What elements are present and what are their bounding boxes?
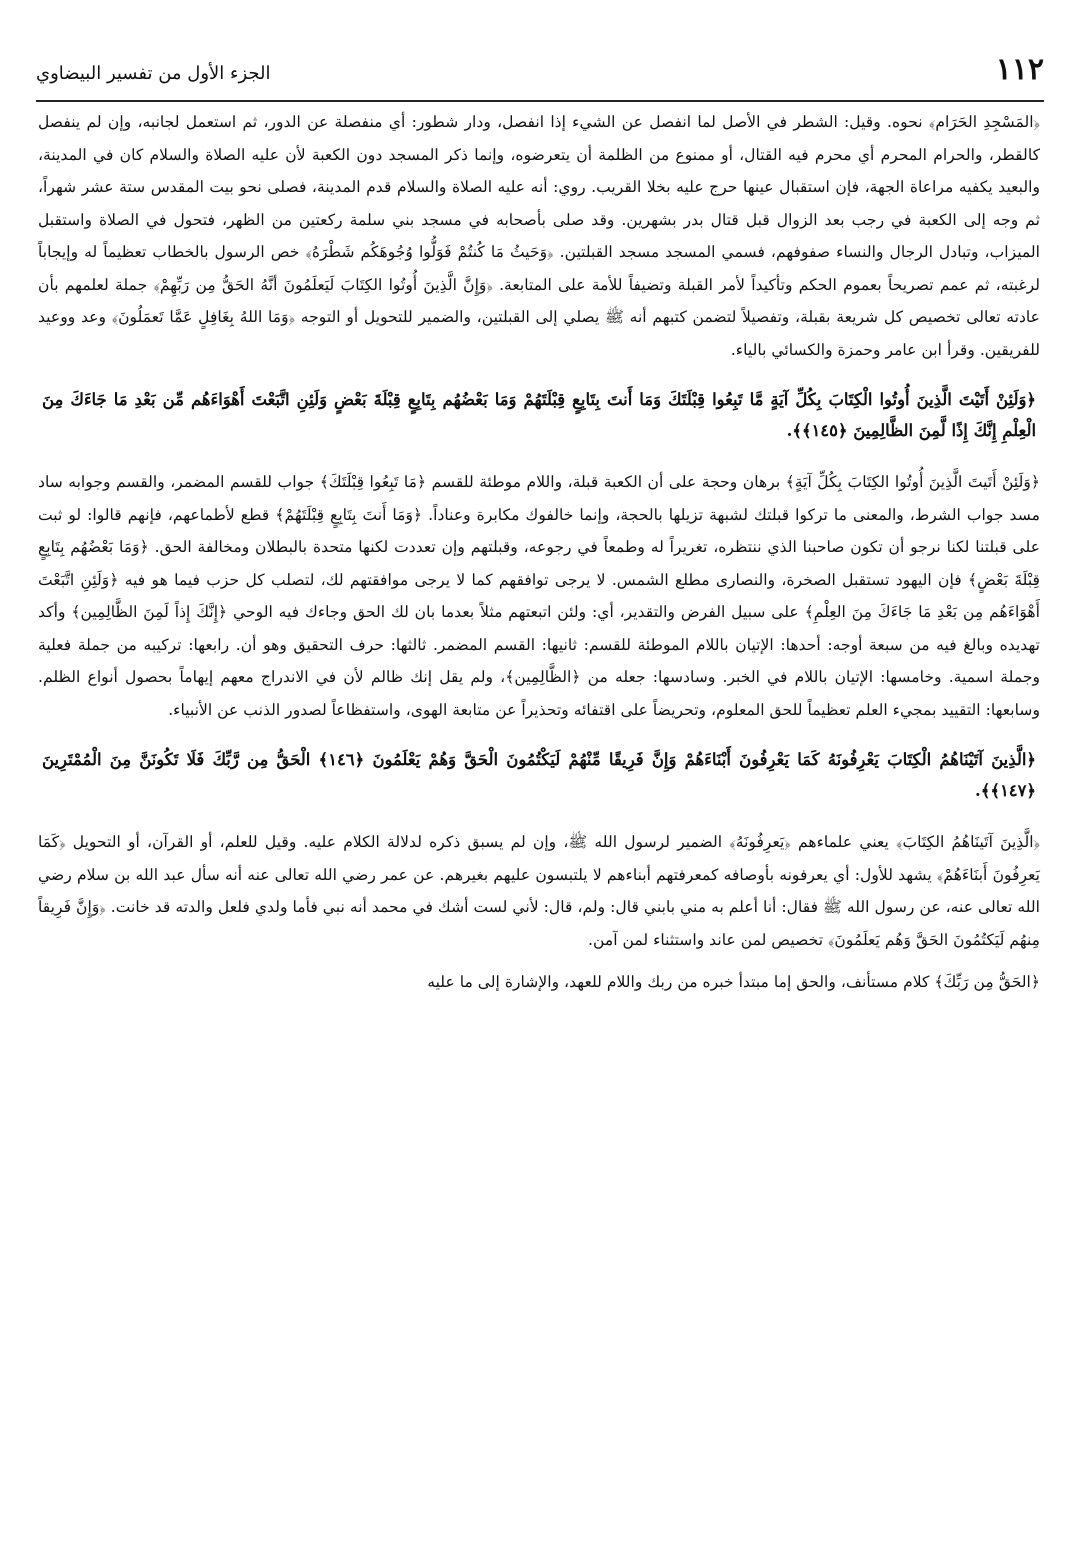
commentary-paragraph-1: ﴿المَسْجِدِ الحَرَام﴾ نحوه. وقيل: الشطر في الأصل لما انفصل عن الشيء إذا انفصل، ودار شطور: أي منفصلة عن الدور، ثم استعمل لجانبه، وإن لم ينفصل كالقطر، والحرام المحرم أي محرم فيه القتال، أو ممنوع من الظلمة أن يتعرضوه، وإنما ذكر المسجد دون الكعبة لأن عليه الصلاة والسلام كان في المدينة، والبعيد يكفيه مراعاة الجهة، فإن استقبال عينها حرج عليه بخلا القريب. روي: أنه عليه الصلاة والسلام قدم المدينة، فصلى نحو بيت المقدس ستة عشر شهراً، ثم وجه إلى الكعبة في رجب بعد الزوال قبل قتال بدر بشهرين. وقد صلى بأصحابه في مسجد بني سلمة ركعتين من الظهر، فتحول في الصلاة واستقبل الميزاب، وتبادل الرجال والنساء صفوفهم، فسمي المسجد مسجد القبلتين. ﴿وَحَيثُ مَا كُنتُمْ فَوَلُّوا وُجُوهَكُم شَطْرَهُ﴾ خص الرسول بالخطاب تعظيماً له وإيجاباً لرغبته، ثم عمم تصريحاً بعموم الحكم وتأكيداً لأمر القبلة وتضيفاً للأمة على المتابعة. ﴿وَإِنَّ الَّذِينَ أُوتُوا الكِتَابَ لَيَعلَمُونَ أنَّهُ الحَقُّ مِن رَبِّهِمْ﴾ جملة لعلمهم بأن عادته تعالى تخصيص كل شريعة بقبلة، وتفصيلاً لتضمن كتبهم أنه ﷺ يصلي إلى القبلتين، والضمير للتحويل أو التوجه ﴿وَمَا اللهُ بِغَافِلٍ عَمَّا تَعمَلُونَ﴾ وعد ووعيد للفريقين. وقرأ ابن عامر وحمزة والكسائي بالياء.	[38, 113, 1040, 359]
quran-verse-145: ﴿وَلَئِنْ أَتَيْتَ الَّذِينَ أُوتُوا الْكِتَابَ بِكُلِّ آيَةٍ مَّا تَبِعُوا قِبْلَتَكَ وَمَا أَنتَ بِتَابِعٍ قِبْلَتَهُمْ وَمَا بَعْضُهُم بِتَابِعٍ قِبْلَةَ بَعْضٍ وَلَئِنِ اتَّبَعْتَ أَهْوَاءَهُم مِّن بَعْدِ مَا جَاءَكَ مِنَ الْعِلْمِ إِنَّكَ إِذًا لَّمِنَ الظَّالِمِينَ ﴿١٤٥﴾﴾.	[42, 390, 1036, 440]
page-content	[38, 106, 1040, 999]
page-header	[36, 50, 1044, 102]
running-title: الجزء الأول من تفسير البيضاوي	[36, 63, 271, 84]
paragraph-gap	[38, 956, 1040, 966]
page-number: ١١٢	[995, 52, 1044, 87]
commentary-paragraph-4: ﴿الحَقُّ مِن رَبِّكَ﴾ كلام مستأنف، والحق إما مبتدأ خبره من ربك واللام للعهد، والإشارة إلى ما عليه	[427, 973, 1040, 991]
commentary-paragraph-2: ﴿وَلَئِنْ أَتَيتَ الَّذِينَ أُوتُوا الكِتَابَ بِكُلِّ آيَةٍ﴾ برهان وحجة على أن الكعبة قبلة، واللام موطئة للقسم ﴿مَا تَبِعُوا قِبْلَتَكَ﴾ جواب للقسم المضمر، والقسم وجوابه ساد مسد جواب الشرط، والمعنى ما تركوا قبلتك لشبهة تزيلها بالحجة، وإنما خالفوك مكابرة وعناداً. ﴿وَمَا أَنتَ بِتَابِعٍ قِبْلَتَهُمْ﴾ قطع لأطماعهم، فإنهم قالوا: لو ثبت على قبلتنا لكنا نرجو أن تكون صاحبنا الذي ننتظره، تغريراً له وطمعاً في رجوعه، وقبلتهم وإن تعددت لكنها متحدة بالبطلان ومخالفة الحق. ﴿وَمَا بَعْضُهُم بِتَابِعٍ قِبْلَةَ بَعْضٍ﴾ فإن اليهود تستقبل الصخرة، والنصارى مطلع الشمس. لا يرجى توافقهم كما لا يرجى موافقتهم لك، لتصلب كل حزب فيما هو فيه ﴿وَلَئِنِ اتَّبَعْتَ أَهْوَاءَهُم مِن بَعْدِ مَا جَاءَكَ مِنَ العِلْمِ﴾ على سبيل الفرض والتقدير، أي: ولئن اتبعتهم مثلاً بعدما بان لك الحق وجاءك فيه الوحي ﴿إِنَّكَ إِذاً لَمِنَ الظَّالِمِين﴾ وأكد تهديده وبالغ فيه من سبعة أوجه: أحدها: الإتيان باللام الموطئة للقسم: ثانيها: القسم المضمر. ثالثها: حرف التحقيق وهو أن. رابعها: تركيبه من جملة فعلية وجملة اسمية. وخامسها: الإتيان باللام في الخبر. وسادسها: جعله من ﴿الظَّالِمِين﴾، ولم يقل إنك ظالم لأن في الاندراج معهم إيهاماً بحصول أنواع الظلم. وسابعها: التقييد بمجيء العلم تعظيماً للحق المعلوم، وتحريضاً على اقتفائه وتحذيراً عن متابعة الهوى، واستفظاعاً لصدور الذنب عن الأنبياء.	[38, 473, 1040, 719]
quran-verse-146-147: ﴿الَّذِينَ آتَيْنَاهُمُ الْكِتَابَ يَعْرِفُونَهُ كَمَا يَعْرِفُونَ أَبْنَاءَهُمْ وَإِنَّ فَرِيقًا مِّنْهُمْ لَيَكْتُمُونَ الْحَقَّ وَهُمْ يَعْلَمُونَ ﴿١٤٦﴾ الْحَقُّ مِن رَّبِّكَ فَلَا تَكُونَنَّ مِنَ الْمُمْتَرِينَ ﴿١٤٧﴾﴾.	[42, 750, 1036, 800]
commentary-paragraph-3: ﴿الَّذِينَ آتَينَاهُمُ الكِتَابَ﴾ يعني علماءهم ﴿يَعرِفُونَهُ﴾ الضمير لرسول الله ﷺ، وإن لم يسبق ذكره لدلالة الكلام عليه. وقيل للعلم، أو القرآن، أو التحويل ﴿كَمَا يَعرِفُونَ أَبنَاءَهُمْ﴾ يشهد للأول: أي يعرفونه بأوصافه كمعرفتهم أبناءهم لا يلتبسون عليهم بغيرهم. عن عمر رضي الله تعالى عنه أنه سأل عبد الله بن سلام رضي الله تعالى عنه، عن رسول الله ﷺ فقال: أنا أعلم به مني بابني قال: ولم، قال: لأني لست أشك في محمد أنه نبي فأما ولدي فلعل والدته قد خانت. ﴿وَإِنَّ فَرِيقاً مِنهُم لَيَكتُمُونَ الحَقَّ وَهُم يَعلَمُونَ﴾ تخصيص لمن عاند واستثناء لمن آمن.	[38, 833, 1040, 949]
